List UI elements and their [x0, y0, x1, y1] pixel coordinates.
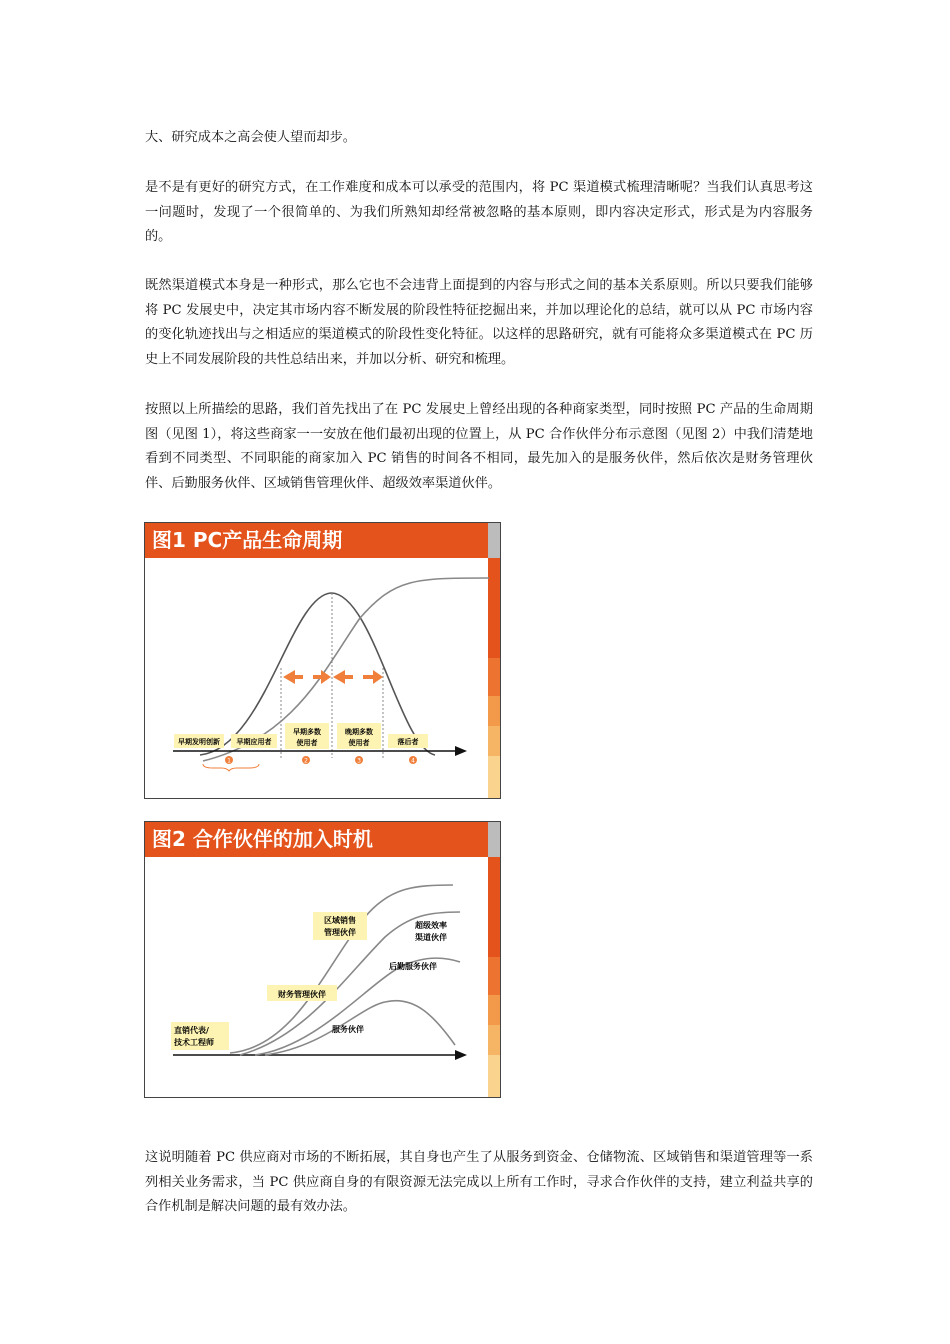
figure-1-chart	[145, 558, 489, 798]
bracket-marker	[203, 764, 259, 771]
axis-arrow-icon	[455, 746, 467, 756]
label-regional-sales-1: 区域销售	[324, 916, 356, 925]
label-early-majority-2: 使用者	[296, 739, 318, 747]
orange-arrows	[283, 670, 383, 684]
label-super-efficiency-2: 渠道伙伴	[415, 933, 447, 942]
svg-text:1: 1	[227, 757, 231, 765]
label-logistics-partner: 后勤服务伙伴	[389, 962, 437, 971]
label-early-majority-1: 早期多数	[293, 728, 321, 736]
figure-1-product-lifecycle	[144, 522, 501, 799]
axis-arrow-icon	[455, 1050, 467, 1060]
paragraph-1: 大、研究成本之高会使人望而却步。	[145, 130, 356, 145]
label-regional-sales-2: 管理伙伴	[324, 928, 356, 937]
figure-1-color-strip	[488, 523, 500, 798]
label-service-partner: 服务伙伴	[332, 1025, 364, 1034]
figure-2-title: 图2 合作伙伴的加入时机	[145, 822, 488, 857]
svg-text:3: 3	[357, 757, 361, 765]
label-laggards: 落后者	[397, 738, 419, 746]
figure-2-partner-timing	[144, 821, 501, 1098]
curve-logistics	[255, 958, 460, 1055]
figure-2-chart	[145, 857, 489, 1097]
label-financial-partner: 财务管理伙伴	[278, 990, 326, 999]
paragraph-3: 既然渠道模式本身是一种形式，那么它也不会违背上面提到的内容与形式之间的基本关系原则。所以只要我们能够将 PC 发展史中，决定其市场内容不断发展的阶段性特征挖掘出来，并加以理论化的总结，就可以从 PC 市场内容的变化轨迹找出与之相适应的渠道模式的阶段性变化特征。以这样的思路研究，就有可能将众多渠道模式在 PC 历史上不同发展阶段的共性总结出来，并加以分析、研究和梳理。	[145, 278, 813, 367]
figure-2-color-strip	[488, 822, 500, 1097]
label-super-efficiency-1: 超级效率	[415, 921, 447, 930]
label-early-innovators: 早期发明创新	[178, 738, 220, 746]
svg-text:2: 2	[304, 757, 308, 765]
label-direct-sales-2: 技术工程师	[174, 1038, 214, 1047]
svg-text:4: 4	[411, 757, 415, 765]
paragraph-4: 按照以上所描绘的思路，我们首先找出了在 PC 发展史上曾经出现的各种商家类型，同时按照 PC 产品的生命周期图（见图 1），将这些商家一一安放在他们最初出现的位置上，从 PC 合作伙伴分布示意图（见图 2）中我们清楚地看到不同类型、不同职能的商家加入 PC 销售的时间各不相同，最先加入的是服务伙伴，然后依次是财务管理伙伴、后勤服务伙伴、区域销售管理伙伴、超级效率渠道伙伴。	[145, 402, 813, 491]
paragraph-2: 是不是有更好的研究方式，在工作难度和成本可以承受的范围内，将 PC 渠道模式梳理清晰呢？当我们认真思考这一问题时，发现了一个很简单的、为我们所熟知却经常被忽略的基本原则，即内容决定形式，形式是为内容服务的。	[145, 180, 813, 245]
label-direct-sales-1: 直销代表/	[174, 1026, 209, 1035]
label-late-majority-1: 晚期多数	[345, 728, 373, 736]
paragraph-5: 这说明随着 PC 供应商对市场的不断拓展，其自身也产生了从服务到资金、仓储物流、区域销售和渠道管理等一系列相关业务需求，当 PC 供应商自身的有限资源无法完成以上所有工作时，寻求合作伙伴的支持，建立利益共享的合作机制是解决问题的最有效办法。	[145, 1150, 813, 1215]
label-early-adopters: 早期应用者	[236, 738, 272, 746]
label-late-majority-2: 使用者	[348, 739, 370, 747]
figure-1-title: 图1 PC产品生命周期	[145, 523, 488, 558]
